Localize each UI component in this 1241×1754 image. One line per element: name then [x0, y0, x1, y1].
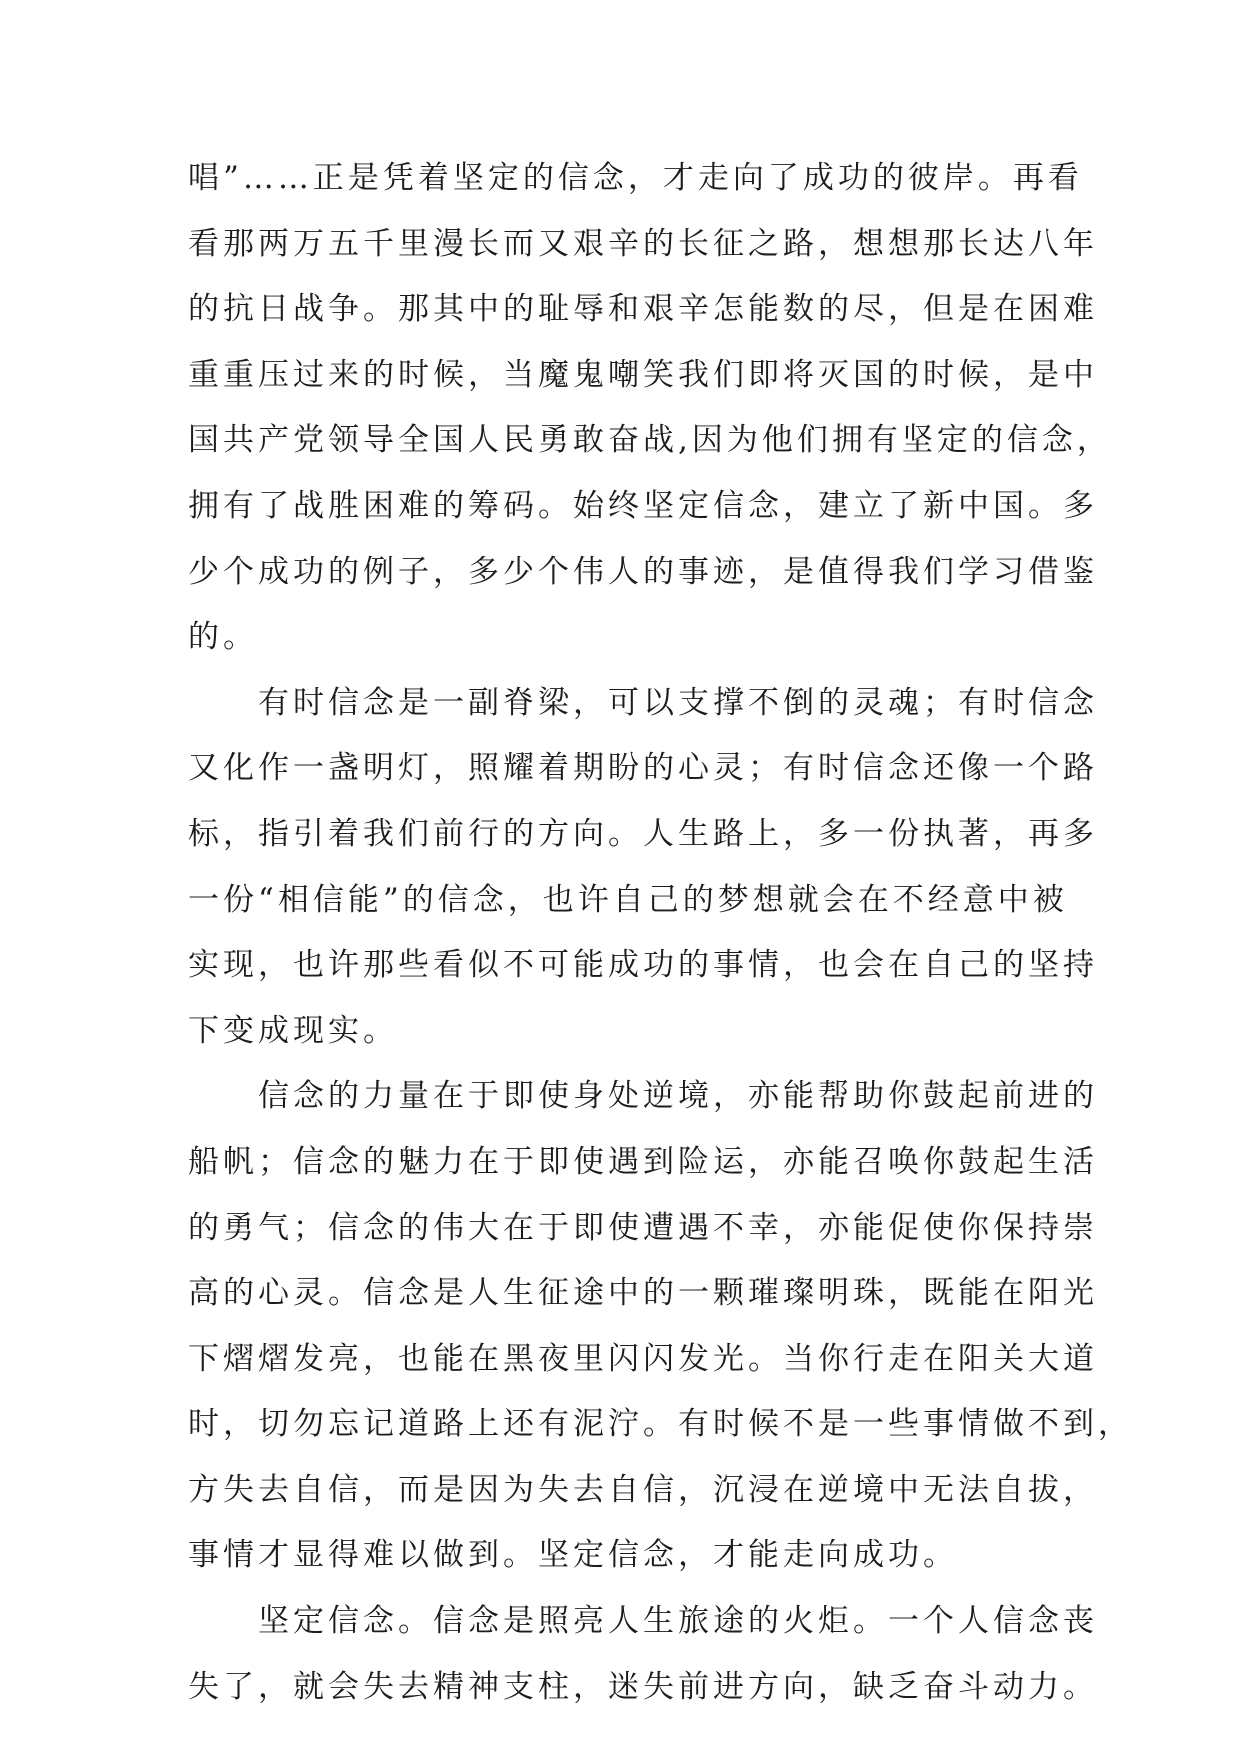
text-line: 看那两万五千里漫长而又艰辛的长征之路，想想那长达八年: [188, 225, 1098, 262]
text-line: 的勇气；信念的伟大在于即使遭遇不幸，亦能促使你保持崇: [188, 1209, 1098, 1246]
text-line: 时，切勿忘记道路上还有泥泞。有时候不是一些事情做不到，: [188, 1406, 1133, 1443]
text-line: 国共产党领导全国人民勇敢奋战,因为他们拥有坚定的信念，: [188, 422, 1112, 459]
text-line: 唱”……正是凭着坚定的信念，才走向了成功的彼岸。再看: [188, 160, 1083, 196]
text-line: 重重压过来的时候，当魔鬼嘲笑我们即将灭国的时候，是中: [188, 356, 1098, 393]
text-line: 高的心灵。信念是人生征途中的一颗璀璨明珠，既能在阳光: [188, 1275, 1098, 1312]
text-line: 标，指引着我们前行的方向。人生路上，多一份执著，再多: [188, 815, 1098, 852]
text-line: 又化作一盏明灯，照耀着期盼的心灵；有时信念还像一个路: [188, 750, 1098, 787]
text-line: 坚定信念。信念是照亮人生旅途的火炬。一个人信念丧: [188, 1603, 1098, 1640]
text-line: 的。: [188, 619, 258, 656]
text-line: 下变成现实。: [188, 1012, 398, 1049]
text-line: 少个成功的例子，多少个伟人的事迹，是值得我们学习借鉴: [188, 553, 1098, 590]
text-line: 方失去自信，而是因为失去自信，沉浸在逆境中无法自拔，: [188, 1471, 1098, 1508]
text-line: 有时信念是一副脊梁，可以支撑不倒的灵魂；有时信念: [188, 684, 1098, 721]
text-line: 事情才显得难以做到。坚定信念，才能走向成功。: [188, 1537, 958, 1574]
text-line: 信念的力量在于即使身处逆境，亦能帮助你鼓起前进的: [188, 1078, 1098, 1115]
text-line: 实现，也许那些看似不可能成功的事情，也会在自己的坚持: [188, 947, 1098, 984]
text-line: 失了，就会失去精神支柱，迷失前进方向，缺乏奋斗动力。: [188, 1668, 1098, 1705]
text-line: 船帆；信念的魅力在于即使遇到险运，亦能召唤你鼓起生活: [188, 1143, 1098, 1180]
body-text: [188, 146, 1133, 1720]
text-line: 一份“相信能”的信念，也许自己的梦想就会在不经意中被: [188, 881, 1068, 918]
text-line: 的抗日战争。那其中的耻辱和艰辛怎能数的尽，但是在困难: [188, 291, 1098, 328]
text-line: 下熠熠发亮，也能在黑夜里闪闪发光。当你行走在阳关大道: [188, 1340, 1098, 1377]
text-line: 拥有了战胜困难的筹码。始终坚定信念，建立了新中国。多: [188, 487, 1098, 524]
